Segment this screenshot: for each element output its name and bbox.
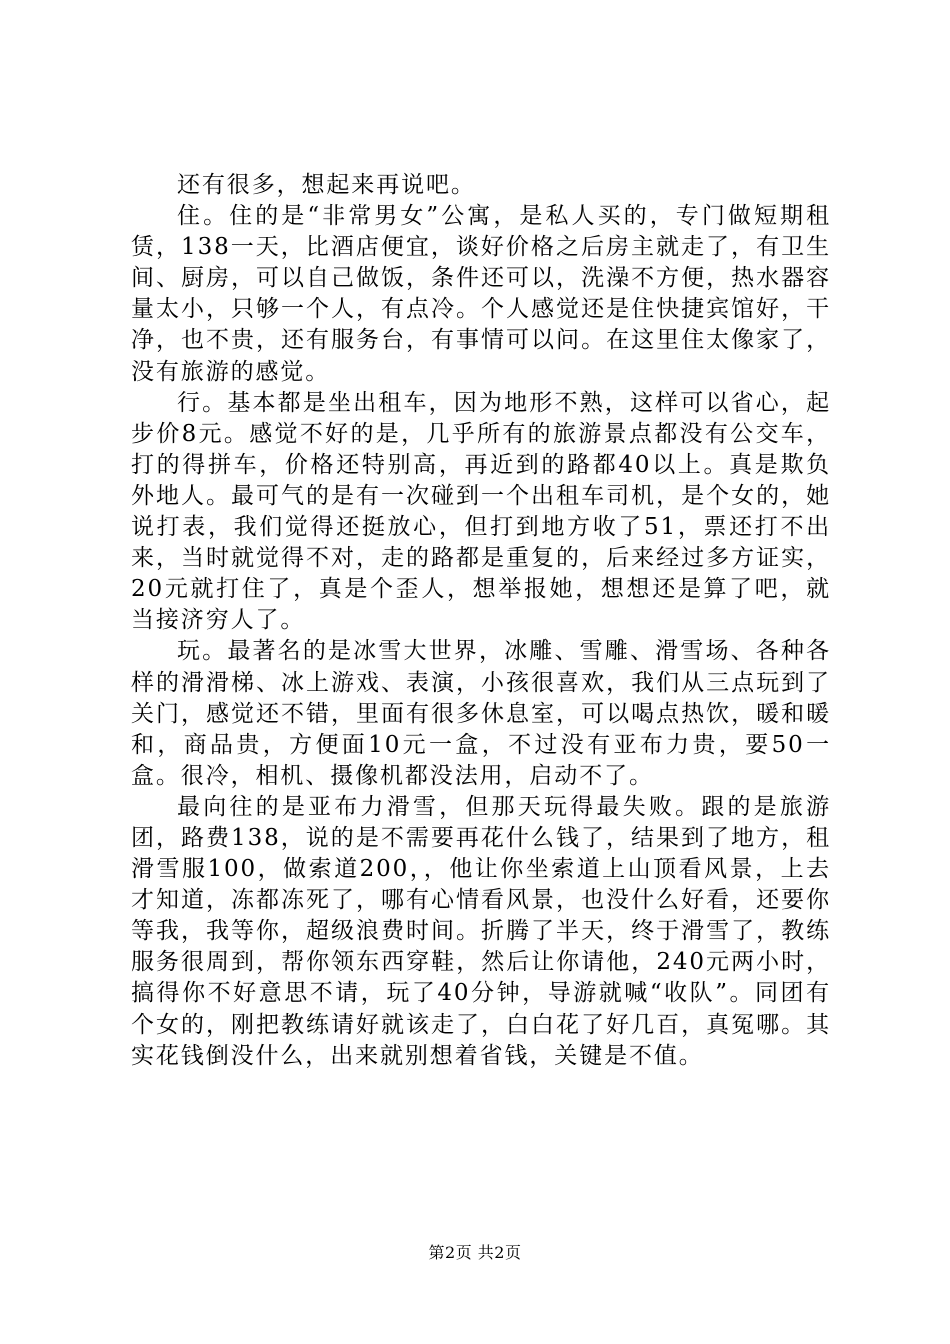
paragraph-entertainment: 玩。最著名的是冰雪大世界，冰雕、雪雕、滑雪场、各种各样的滑滑梯、冰上游戏、表演，小孩很喜欢，我们从三点玩到了关门，感觉还不错，里面有很多休息室，可以喝点热饮，暖和暖和，商品贵，方便面10元一盒，不过没有亚布力贵，要50一盒。很冷，相机、摄像机都没法用，启动不了。 <box>131 638 831 789</box>
paragraph-closing-note: 还有很多，想起来再说吧。 <box>177 172 476 198</box>
document-body <box>131 170 831 1072</box>
page-footer: 第2页 共2页 <box>428 1243 522 1262</box>
paragraph-yabuli-skiing: 最向往的是亚布力滑雪，但那天玩得最失败。跟的是旅游团，路费138，说的是不需要再花什么钱了，结果到了地方，租滑雪服100，做索道200，，他让你坐索道上山顶看风景，上去才知道，冻都冻死了，哪有心情看风景，也没什么好看，还要你等我，我等你，超级浪费时间。折腾了半天，终于滑雪了，教练服务很周到，帮你领东西穿鞋，然后让你请他，240元两小时，搞得你不好意思不请，玩了40分钟，导游就喊“收队”。同团有个女的，刚把教练请好就该走了，白白花了好几百，真冤哪。其实花钱倒没什么，出来就别想着省钱，关键是不值。 <box>131 793 831 1069</box>
paragraph-transportation: 行。基本都是坐出租车，因为地形不熟，这样可以省心，起步价8元。感觉不好的是，几乎所有的旅游景点都没有公交车，打的得拼车，价格还特别高，再近到的路都40以上。真是欺负外地人。最可气的是有一次碰到一个出租车司机，是个女的，她说打表，我们觉得还挺放心，但打到地方收了51，票还打不出来，当时就觉得不对，走的路都是重复的，后来经过多方证实，20元就打住了，真是个歪人，想举报她，想想还是算了吧，就当接济穷人了。 <box>131 389 831 634</box>
paragraph-accommodation: 住。住的是“非常男女”公寓，是私人买的，专门做短期租赁，138一天，比酒店便宜，谈好价格之后房主就走了，有卫生间、厨房，可以自己做饭，条件还可以，洗澡不方便，热水器容量太小，只够一个人，有点冷。个人感觉还是住快捷宾馆好，干净，也不贵，还有服务台，有事情可以问。在这里住太像家了，没有旅游的感觉。 <box>131 203 831 385</box>
